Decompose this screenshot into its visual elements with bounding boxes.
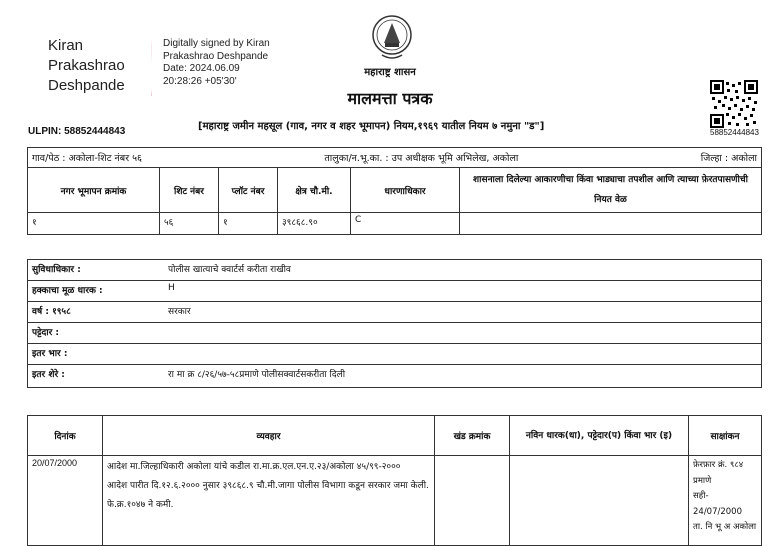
table-cell: ३९८६८.९०: [278, 213, 351, 235]
info-label: हक्काचा मूळ धारक :: [28, 281, 157, 302]
column-header: शासनाला दिलेल्या आकारणीचा किंवा भाड्याचा तपशील आणि त्याच्या फ़ेरतपासणीची नियत वेळ: [460, 168, 762, 213]
table-row: [28, 213, 762, 235]
page-title: मालमत्ता पत्रक: [347, 89, 433, 108]
government-seal-icon: [370, 13, 414, 61]
signature-line: Digitally signed by Kiran: [163, 38, 270, 49]
column-header: शिट नंबर: [160, 168, 219, 213]
table-cell: [460, 213, 762, 235]
page-subtitle: [महाराष्ट्र जमीन महसूल (गाव, नगर व शहर भूमापन) नियम,१९६९ यातील नियम ७ नमुना "ड"]: [198, 121, 545, 132]
table-cell: १: [28, 213, 160, 235]
vyavahar-cell: [103, 456, 435, 546]
signer-name-line: Kiran: [48, 37, 84, 54]
signature-line: 20:28:26 +05'30': [163, 75, 237, 87]
table-header-row: [28, 168, 762, 213]
digital-signature-note: [163, 38, 270, 88]
sakshankan-line: 24/07/2000: [693, 506, 742, 517]
sakshankan-line: प्रमाणे: [693, 475, 712, 486]
info-value: [156, 323, 762, 344]
vyavahar-line: आदेश मा.जिल्हाधिकारी अकोला यांचे कडील रा.मा.क्र.एल.एन.ए.२३/अकोला ४५/९९-२०००: [107, 462, 401, 472]
taluka-text: तालुका/न.भू.का. : उप अधीक्षक भूमि अभिलेख, अकोला: [324, 153, 519, 164]
column-header: खंड क्रमांक: [435, 416, 510, 456]
sakshankan-line: फ़ेरफ़ार क्रं. ९८४: [693, 460, 744, 470]
info-value: रा मा क्र ८/२६/५७-५८प्रमाणे पोलीसक्वार्टसकरीता दिली: [156, 365, 762, 388]
column-header: प्लॉट नंबर: [219, 168, 278, 213]
qr-code-icon: [710, 80, 758, 128]
navin-dharak-cell: [510, 456, 689, 546]
column-header: व्यवहार: [103, 416, 435, 456]
table-header-row: [28, 416, 762, 456]
column-header: नविन धारक(धा), पट्टेदार(प) किंवा भार (इ): [510, 416, 689, 456]
column-header: धारणाधिकार: [351, 168, 460, 213]
location-row: [28, 148, 762, 168]
village-text: गाव/पेठ : अकोला-शिट नंबर ५६: [32, 153, 143, 164]
info-row: [28, 365, 762, 388]
signer-name: [48, 36, 125, 96]
info-value: पोलीस खात्याचे क्वार्टर्स करीता राखीव: [156, 260, 762, 281]
table-cell: C: [351, 213, 460, 235]
property-table: [27, 147, 762, 235]
info-value: सरकार: [156, 302, 762, 323]
info-label: सुविधाधिकार :: [28, 260, 157, 281]
signer-name-line: Prakashrao: [48, 57, 125, 74]
info-value: [156, 344, 762, 365]
column-header: नगर भूमापन क्रमांक: [28, 168, 160, 213]
info-table: [27, 259, 762, 388]
khand-cell: [435, 456, 510, 546]
vyavahar-line: आदेश पारीत दि.१२.६.२००० नुसार ३९८६८.९ चौ.मी.जागा पोलीस विभागा कडून सरकार जमा केली.: [107, 481, 429, 491]
info-label: पट्टेदार :: [28, 323, 157, 344]
vyavahar-line: फे.क्र.१०४७ ने कमी.: [107, 500, 174, 510]
column-header: साक्षांकन: [689, 416, 762, 456]
info-label: इतर भार :: [28, 344, 157, 365]
column-header: दिनांक: [28, 416, 103, 456]
info-row: [28, 281, 762, 302]
info-value: H: [156, 281, 762, 302]
date-cell: 20/07/2000: [28, 456, 103, 546]
qr-number: 58852444843: [710, 128, 759, 137]
signer-name-line: Deshpande: [48, 77, 125, 94]
column-header: क्षेत्र चौ.मी.: [278, 168, 351, 213]
sakshankan-cell: [689, 456, 762, 546]
info-row: [28, 323, 762, 344]
signature-line: Date: 2024.06.09: [163, 63, 240, 74]
info-label: इतर शेरे :: [28, 365, 157, 388]
location-cell: [28, 148, 762, 168]
info-row: [28, 260, 762, 281]
signature-line: Prakashrao Deshpande: [163, 50, 269, 62]
info-row: [28, 344, 762, 365]
sakshankan-line: सही-: [693, 491, 709, 501]
transactions-table: [27, 415, 762, 546]
signature-stroke: [150, 36, 152, 96]
table-row: [28, 456, 762, 546]
info-label: वर्ष : १९५८: [28, 302, 157, 323]
table-cell: ५६: [160, 213, 219, 235]
sakshankan-line: ता. नि भू अ अकोला: [693, 522, 757, 532]
table-cell: १: [219, 213, 278, 235]
ulpin-number: ULPIN: 58852444843: [28, 126, 126, 137]
info-row: [28, 302, 762, 323]
district-text: जिल्हा : अकोला: [700, 153, 757, 164]
gov-label: महाराष्ट्र शासन: [364, 67, 416, 78]
